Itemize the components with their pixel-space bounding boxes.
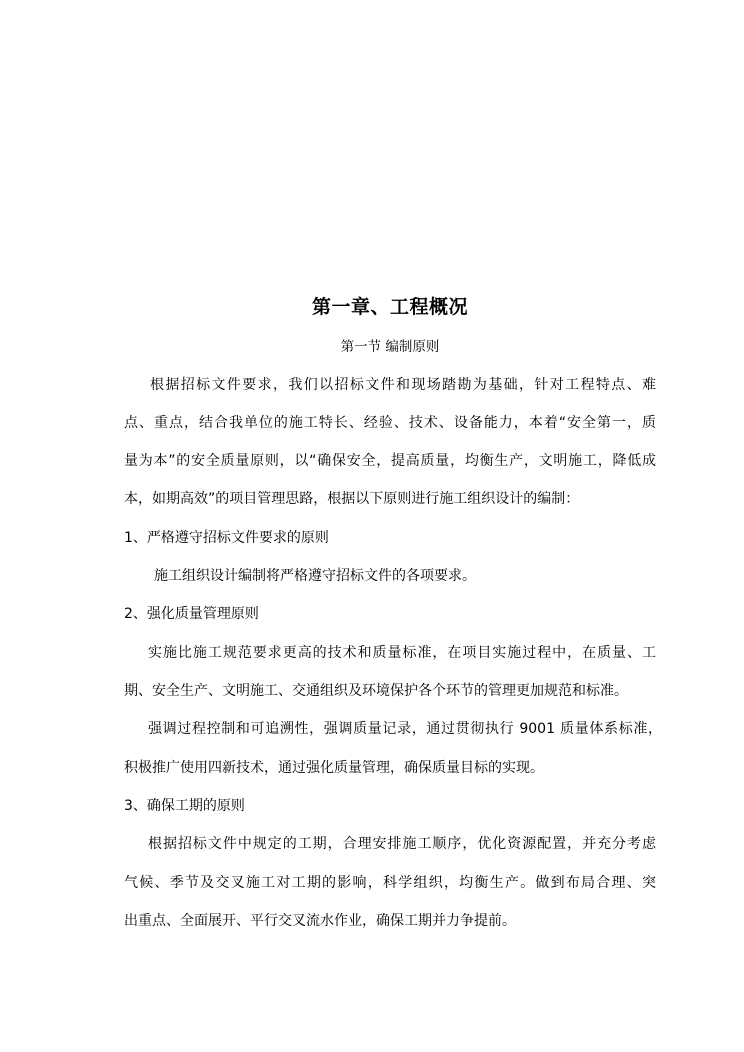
principle-2-heading: 2、强化质量管理原则 [124, 606, 259, 622]
principle-3-heading: 3、确保工期的原则 [124, 798, 245, 814]
principle-3-line-3: 出重点、全面展开、平行交叉流水作业，确保工期并力争提前。 [124, 913, 516, 929]
chapter-title: 第一章、工程概况 [311, 296, 468, 318]
intro-line-3: 量为本”的安全质量原则，以“确保安全，提高质量，均衡生产，文明施工，降低成 [124, 453, 656, 469]
principle-1-heading: 1、严格遵守招标文件要求的原则 [124, 530, 329, 546]
section-title: 第一节 编制原则 [340, 339, 440, 355]
intro-line-1: 根据招标文件要求，我们以招标文件和现场踏勘为基础，针对工程特点、难 [150, 377, 656, 393]
principle-2-para-2-line-2: 积极推广使用四新技术，通过强化质量管理，确保质量目标的实现。 [124, 760, 544, 776]
principle-3-line-1: 根据招标文件中规定的工期，合理安排施工顺序，优化资源配置，并充分考虑 [148, 836, 656, 852]
principle-2-para-1-line-1: 实施比施工规范要求更高的技术和质量标准，在项目实施过程中，在质量、工 [148, 645, 656, 661]
principle-1-line-1: 施工组织设计编制将严格遵守招标文件的各项要求。 [154, 568, 476, 584]
principle-3-line-2: 气候、季节及交叉施工对工期的影响，科学组织，均衡生产。做到布局合理、突 [124, 875, 656, 891]
principle-2-para-2-line-1: 强调过程控制和可追溯性，强调质量记录，通过贯彻执行 9001 质量体系标准， [148, 721, 662, 737]
intro-line-4: 本，如期高效”的项目管理思路，根据以下原则进行施工组织设计的编制： [124, 491, 580, 507]
principle-2-para-1-line-2: 期、安全生产、文明施工、交通组织及环境保护各个环节的管理更加规范和标准。 [124, 683, 628, 699]
intro-line-2: 点、重点，结合我单位的施工特长、经验、技术、设备能力，本着“安全第一，质 [124, 415, 656, 431]
